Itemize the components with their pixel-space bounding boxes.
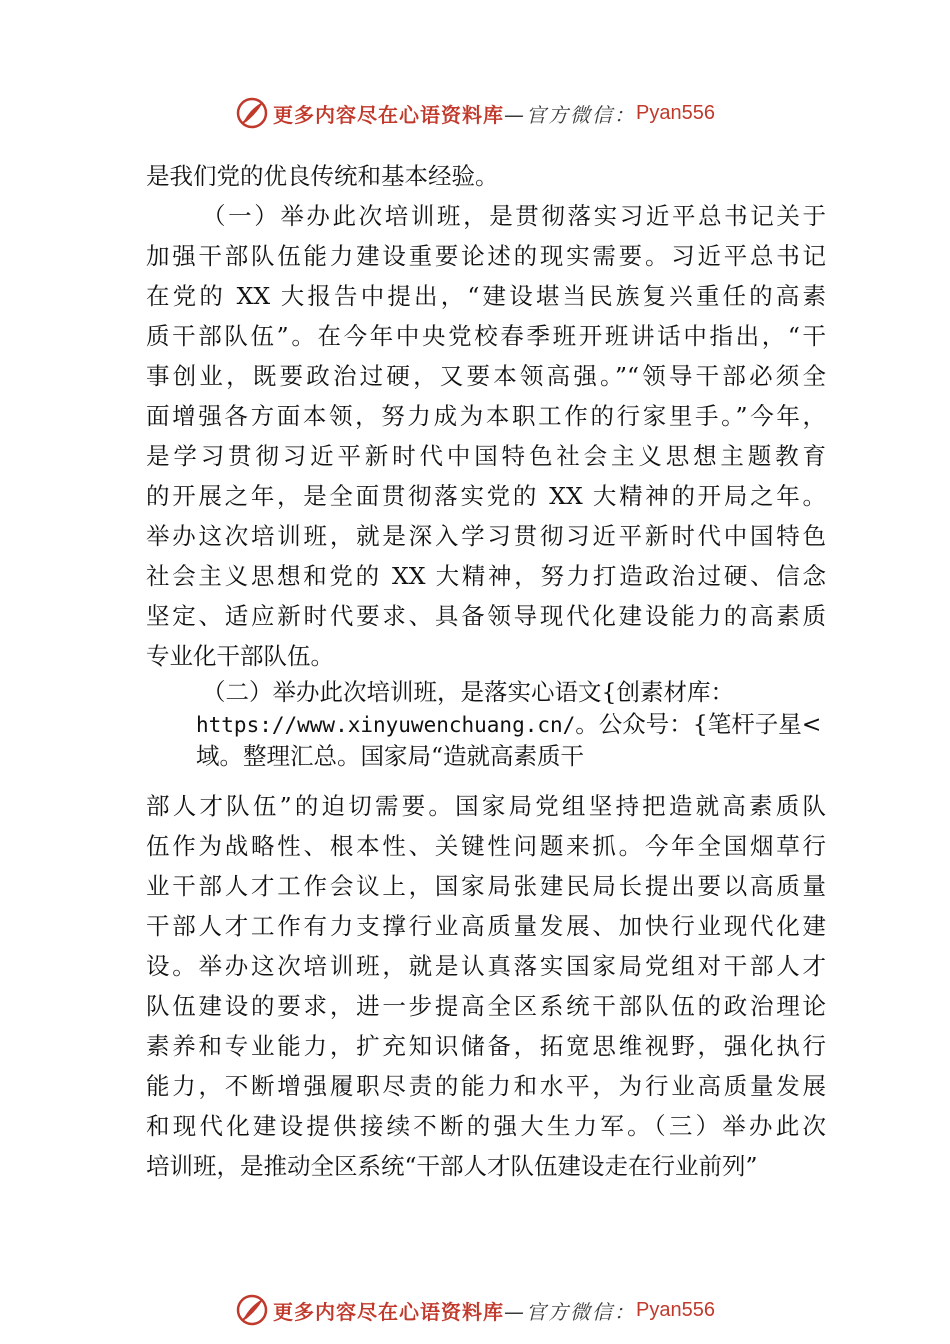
banner-main-text: 更多内容尽在心语资料库 xyxy=(273,102,505,127)
banner-handle: Pyan556 xyxy=(636,1298,715,1321)
text-line: 专业化干部队伍。 xyxy=(146,642,334,670)
text-line: 和现代化建设提供接续不断的强大生力军。（三）举办此次 xyxy=(146,1112,826,1140)
paragraph-heading-1: （一）举办此次培训班，是贯彻落实习近平总书记关于 xyxy=(202,202,826,230)
banner-sub-text: —官方微信： xyxy=(504,102,637,127)
text-line: 举办这次培训班，就是深入学习贯彻习近平新时代中国特色 xyxy=(146,522,826,550)
text-fragment: 。公众号：{笔杆子星< xyxy=(575,710,822,738)
text-line: 的开展之年，是全面贯彻落实党的 XX 大精神的开局之年。 xyxy=(146,482,826,510)
text-line: 域。整理汇总。国家局“造就高素质干 xyxy=(196,742,585,770)
banner-sub-text: —官方微信： xyxy=(504,1299,637,1324)
text-line: 质干部队伍”。在今年中央党校春季班开班讲话中指出，“干 xyxy=(146,322,826,350)
text-line: 部人才队伍”的迫切需要。国家局党组坚持把造就高素质队 xyxy=(146,792,826,820)
header-watermark xyxy=(0,93,950,133)
text-line: 素养和专业能力，扩充知识储备，拓宽思维视野，强化执行 xyxy=(146,1032,826,1060)
text-line: 业干部人才工作会议上，国家局张建民局长提出要以高质量 xyxy=(146,872,826,900)
text-line: 社会主义思想和党的 XX 大精神，努力打造政治过硬、信念 xyxy=(146,562,826,590)
text-line: 是我们党的优良传统和基本经验。 xyxy=(146,162,499,190)
source-url[interactable]: https://www.xinyuwenchuang.cn/ xyxy=(196,713,576,737)
text-line: 队伍建设的要求，进一步提高全区系统干部队伍的政治理论 xyxy=(146,992,826,1020)
text-line: 伍作为战略性、根本性、关键性问题来抓。今年全国烟草行 xyxy=(146,832,826,860)
text-line: 面增强各方面本领，努力成为本职工作的行家里手。”今年， xyxy=(146,402,826,430)
banner-main-text: 更多内容尽在心语资料库 xyxy=(273,1299,505,1324)
text-line: 培训班，是推动全区系统“干部人才队伍建设走在行业前列” xyxy=(146,1152,758,1180)
text-line: 是学习贯彻习近平新时代中国特色社会主义思想主题教育 xyxy=(146,442,826,470)
footer-watermark xyxy=(0,1290,950,1330)
url-line xyxy=(146,708,826,740)
text-line: 干部人才工作有力支撑行业高质量发展、加快行业现代化建 xyxy=(146,912,826,940)
text-line: 事创业，既要政治过硬，又要本领高强。”“领导干部必须全 xyxy=(146,362,826,390)
text-line: 设。举办这次培训班，就是认真落实国家局党组对干部人才 xyxy=(146,952,826,980)
text-line: 加强干部队伍能力建设重要论述的现实需要。习近平总书记 xyxy=(146,242,826,270)
banner-handle: Pyan556 xyxy=(636,101,715,124)
text-line: 能力，不断增强履职尽责的能力和水平，为行业高质量发展 xyxy=(146,1072,826,1100)
feather-logo-icon xyxy=(235,1293,269,1327)
text-line: 坚定、适应新时代要求、具备领导现代化建设能力的高素质 xyxy=(146,602,826,630)
feather-logo-icon xyxy=(235,96,269,130)
text-line: 在党的 XX 大报告中提出，“建设堪当民族复兴重任的高素 xyxy=(146,282,826,310)
document-body xyxy=(146,156,826,1186)
paragraph-heading-2: （二）举办此次培训班，是落实心语文{创素材库： xyxy=(202,678,734,706)
